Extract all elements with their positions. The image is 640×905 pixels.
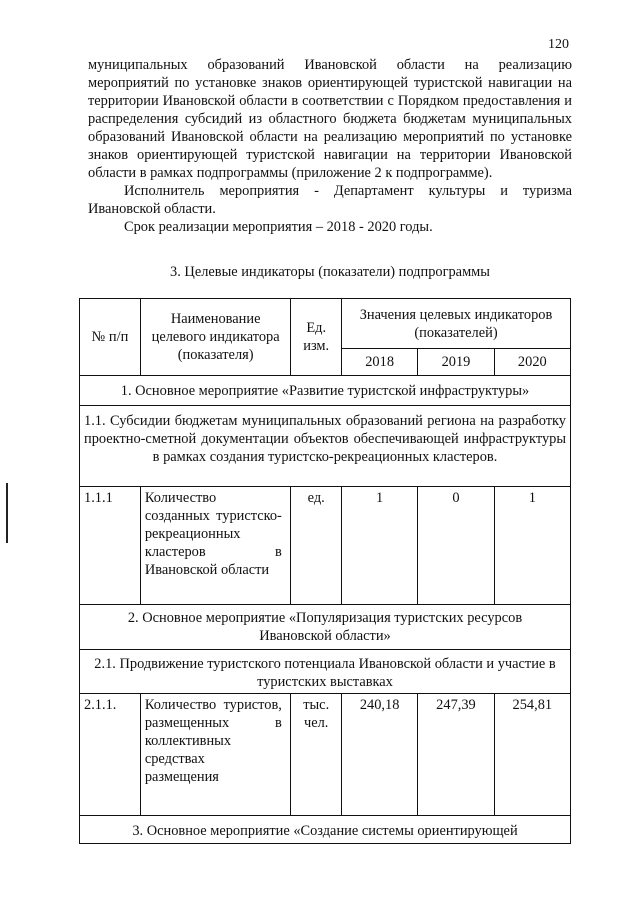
header-year-2019: 2019 [418, 349, 494, 376]
table-row [80, 406, 571, 487]
main-activity-1: 1. Основное мероприятие «Развитие туристской инфраструктуры» [80, 376, 571, 406]
header-values: Значения целевых индикаторов (показателей) [341, 299, 570, 349]
indicator-value-2020: 1 [494, 487, 570, 605]
table-row [80, 605, 571, 650]
sub-activity-1-1: 1.1. Субсидии бюджетам муниципальных образований региона на разработку проектно-сметной документации объектов обеспечивающей инфраструктуры в рамках создания туристско-рекреационных кластеров. [80, 406, 571, 487]
indicator-unit: тыс. чел. [291, 694, 342, 816]
header-year-2018: 2018 [341, 349, 417, 376]
table-row [80, 650, 571, 694]
indicator-name: Количество туристов, размещенных в коллективных средствах размещения [144, 697, 282, 785]
body-text [88, 56, 572, 236]
table-row [80, 694, 571, 816]
paragraph-intro: муниципальных образований Ивановской области на реализацию мероприятий по установке знаков ориентирующей туристской навигации на территории Ивановской области в соответствии с Порядком предоставления и распределения субсидий из областного бюджета бюджетам муниципальных образований Ивановской области на реализацию мероприятий по установке знаков ориентирующей туристской навигации на территории Ивановской области в рамках подпрограммы (приложение 2 к подпрограмме). [88, 57, 572, 181]
indicator-value-2019: 247,39 [418, 694, 494, 816]
indicator-unit: ед. [291, 487, 342, 605]
page-number: 120 [548, 37, 569, 52]
indicator-name: Количество созданных туристско-рекреационных кластеров в Ивановской области [144, 490, 282, 578]
indicator-num: 2.1.1. [80, 694, 141, 816]
sub-activity-2-1: 2.1. Продвижение туристского потенциала Ивановской области и участие в туристских выставках [80, 650, 571, 694]
indicator-value-2018: 240,18 [341, 694, 417, 816]
table-row [80, 816, 571, 844]
main-activity-3: 3. Основное мероприятие «Создание системы ориентирующей [80, 816, 571, 844]
margin-mark [6, 483, 8, 543]
header-num: № п/п [80, 299, 141, 376]
indicator-value-2019: 0 [418, 487, 494, 605]
indicator-name-cell [140, 487, 291, 605]
indicator-value-2020: 254,81 [494, 694, 570, 816]
section-title: 3. Целевые индикаторы (показатели) подпрограммы [170, 264, 490, 280]
header-year-2020: 2020 [494, 349, 570, 376]
main-activity-2: 2. Основное мероприятие «Популяризация туристских ресурсов Ивановской области» [80, 605, 571, 650]
indicator-name-cell [140, 694, 291, 816]
table-header-row [80, 299, 571, 349]
paragraph-deadline: Срок реализации мероприятия – 2018 - 2020 годы. [124, 219, 433, 235]
header-name: Наименование целевого индикатора (показателя) [140, 299, 291, 376]
paragraph-executor: Исполнитель мероприятия - Департамент культуры и туризма Ивановской области. [88, 183, 572, 217]
table-row [80, 487, 571, 605]
indicator-value-2018: 1 [341, 487, 417, 605]
indicator-num: 1.1.1 [80, 487, 141, 605]
header-unit: Ед. изм. [291, 299, 342, 376]
table-row [80, 376, 571, 406]
indicators-table [79, 298, 571, 844]
